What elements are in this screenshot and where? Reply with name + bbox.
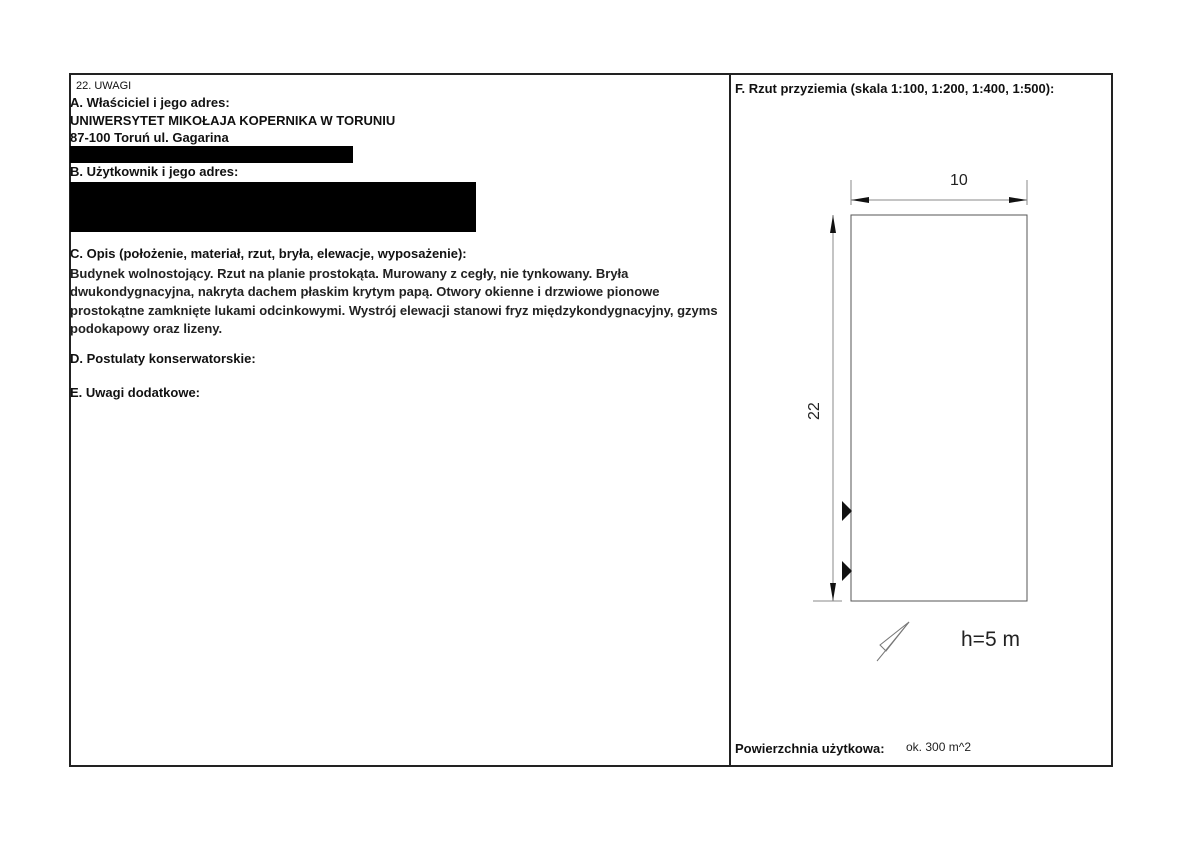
owner-heading: A. Właściciel i jego adres:: [70, 95, 230, 110]
description-text: Budynek wolnostojący. Rzut na planie prostokąta. Murowany z cegły, nie tynkowany. Bryła dwukondygnacyjna, nakryta dachem płaskim krytym papą. Otwory okienne i drzwiowe pionowe prostokątne zamknięte lukami odcinkowymi. Wystrój elewacji stanowi fryz międzykondygnacyjny, gzyms podokapowy oraz lizeny.: [70, 266, 718, 336]
arrow-left-icon: [851, 197, 869, 203]
length-label: 22: [806, 402, 823, 420]
remarks-heading: E. Uwagi dodatkowe:: [70, 385, 201, 400]
arrow-down-icon: [830, 583, 836, 601]
owner-name: UNIWERSYTET MIKOŁAJA KOPERNIKA W TORUNIU: [70, 113, 396, 128]
width-label: 10: [950, 172, 968, 189]
north-arrow-icon: [877, 622, 909, 661]
description-heading: C. Opis (położenie, materiał, rzut, bryła, elewacje, wyposażenie):: [70, 246, 467, 261]
area-value: ok. 300 m^2: [906, 740, 971, 754]
arrow-right-icon: [1009, 197, 1027, 203]
building-outline: [851, 215, 1027, 601]
area-label: Powierzchnia użytkowa:: [735, 741, 885, 756]
section-number: 22. UWAGI: [76, 80, 132, 92]
arrow-up-icon: [830, 215, 836, 233]
height-label: h=5 m: [961, 628, 1020, 651]
plan-heading: F. Rzut przyziemia (skala 1:100, 1:200, 1:400, 1:500):: [735, 81, 1055, 96]
conservation-heading: D. Postulaty konserwatorskie:: [70, 351, 256, 366]
owner-address: 87-100 Toruń ul. Gagarina: [70, 130, 229, 145]
user-heading: B. Użytkownik i jego adres:: [70, 164, 239, 179]
